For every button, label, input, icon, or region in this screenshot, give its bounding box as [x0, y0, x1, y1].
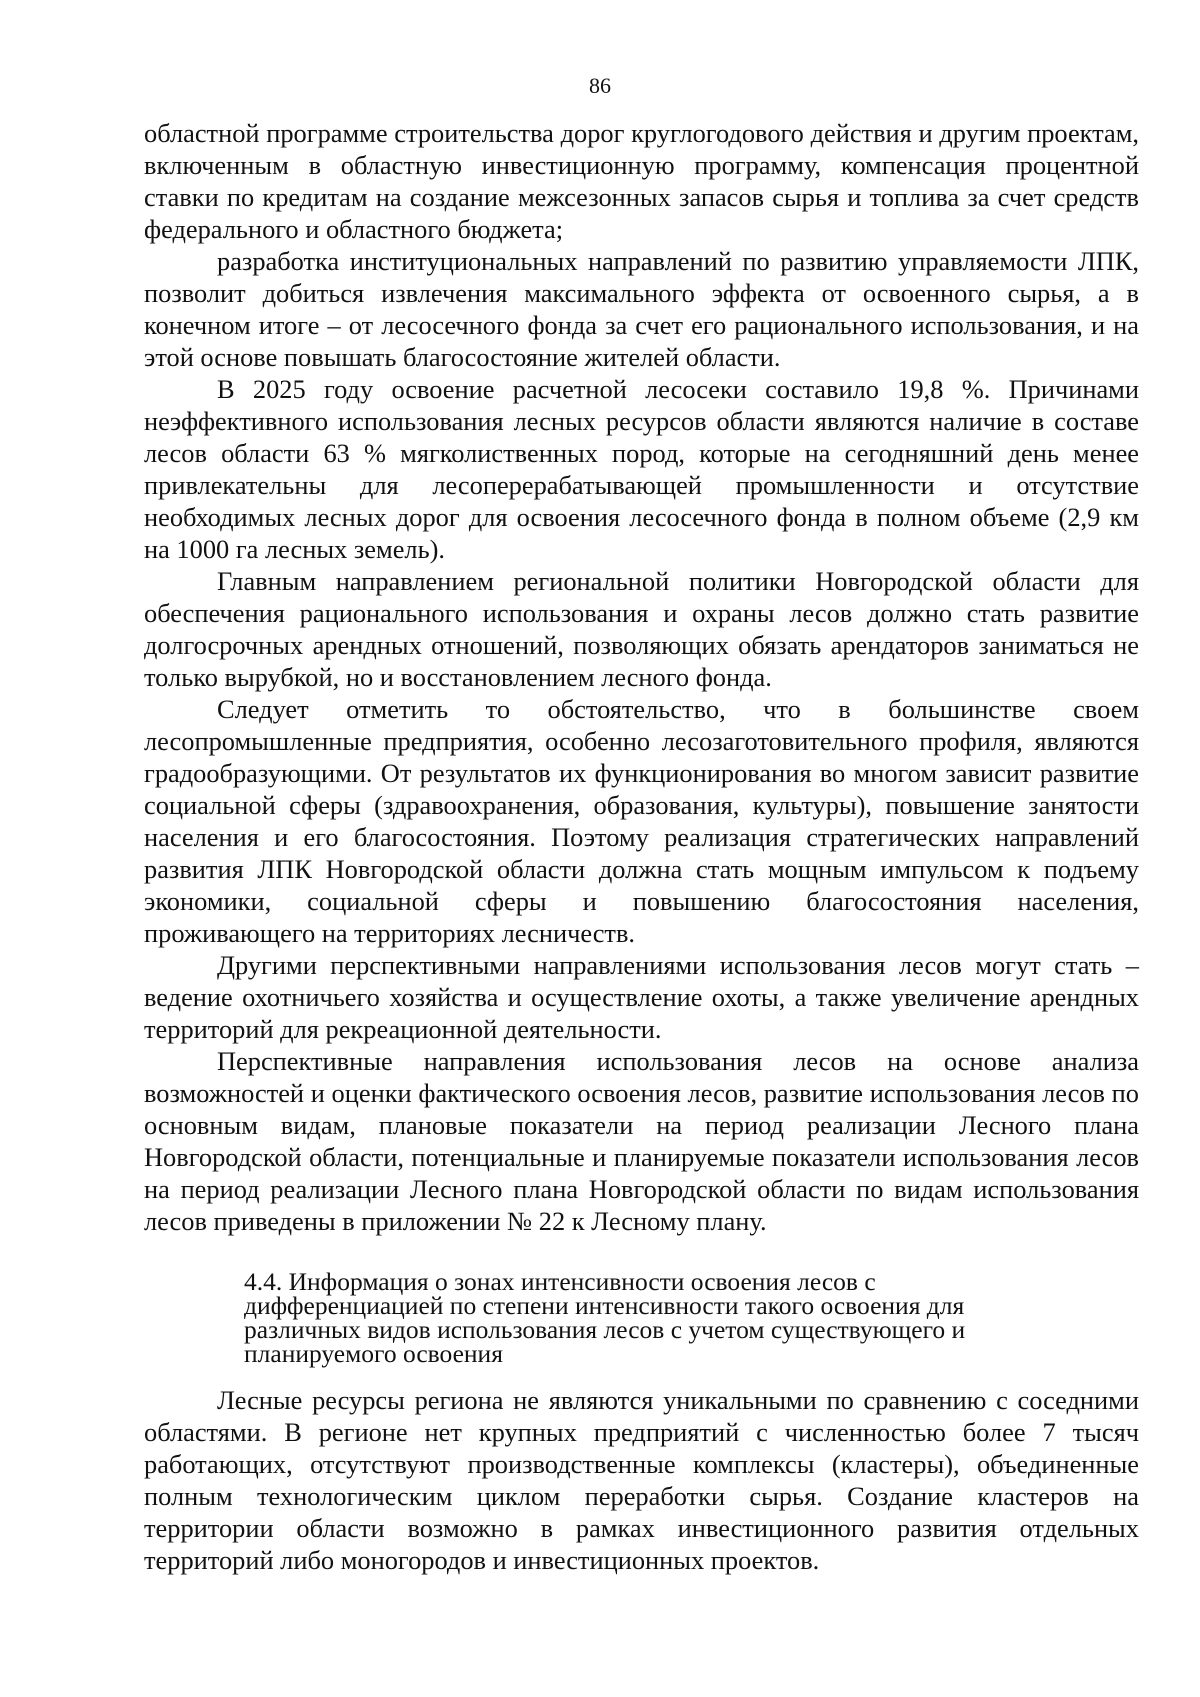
paragraph: Другими перспективными направлениями использования лесов могут стать – ведение охотничьего хозяйства и осуществление охоты, а также увеличение арендных территорий для рекреационной деятельности.	[144, 950, 1139, 1044]
section-paragraph: Лесные ресурсы региона не являются уникальными по сравнению с соседними областями. В регионе нет крупных предприятий с численностью более 7 тысяч работающих, отсутствуют производственные комплексы (кластеры), объединенные полным технологическим циклом переработки сырья. Создание кластеров на территории области возможно в рамках инвестиционного развития отдельных территорий либо моногородов и инвестиционных проектов.	[144, 1385, 1139, 1575]
paragraph: разработка институциональных направлений по развитию управляемости ЛПК, позволит добиться извлечения максимального эффекта от освоенного сырья, а в конечном итоге – от лесосечного фонда за счет его рационального использования, и на этой основе повышать благосостояние жителей области.	[144, 246, 1139, 372]
paragraph-continuation: областной программе строительства дорог круглогодового действия и другим проектам, включенным в областную инвестиционную программу, компенсация процентной ставки по кредитам на создание межсезонных запасов сырья и топлива за счет средств федерального и областного бюджета;	[144, 118, 1139, 244]
paragraph: Перспективные направления использования лесов на основе анализа возможностей и оценки фактического освоения лесов, развитие использования лесов по основным видам, плановые показатели на период реализации Лесного плана Новгородской области, потенциальные и планируемые показатели использования лесов на период реализации Лесного плана Новгородской области по видам использования лесов приведены в приложении № 22 к Лесному плану.	[144, 1046, 1139, 1236]
paragraph: Главным направлением региональной политики Новгородской области для обеспечения рационального использования и охраны лесов должно стать развитие долгосрочных арендных отношений, позволяющих обязать арендаторов заниматься не только вырубкой, но и восстановлением лесного фонда.	[144, 566, 1139, 692]
section-heading: 4.4. Информация о зонах интенсивности освоения лесов с дифференциацией по степени интенсивности такого освоения для различных видов использования лесов с учетом существующего и планируемого освоения	[244, 1267, 966, 1368]
paragraph: Следует отметить то обстоятельство, что в большинстве своем лесопромышленные предприятия, особенно лесозаготовительного профиля, являются градообразующими. От результатов их функционирования во многом зависит развитие социальной сферы (здравоохранения, образования, культуры), повышение занятости населения и его благосостояния. Поэтому реализация стратегических направлений развития ЛПК Новгородской области должна стать мощным импульсом к подъему экономики, социальной сферы и повышению благосостояния населения, проживающего на территориях лесничеств.	[144, 694, 1139, 948]
paragraph: В 2025 году освоение расчетной лесосеки составило 19,8 %. Причинами неэффективного использования лесных ресурсов области являются наличие в составе лесов области 63 % мягколиственных пород, которые на сегодняшний день менее привлекательны для лесоперерабатывающей промышленности и отсутствие необходимых лесных дорог для освоения лесосечного фонда в полном объеме (2,9 км на 1000 га лесных земель).	[144, 374, 1139, 564]
document-body	[144, 117, 1139, 1576]
page-number: 86	[589, 73, 611, 98]
